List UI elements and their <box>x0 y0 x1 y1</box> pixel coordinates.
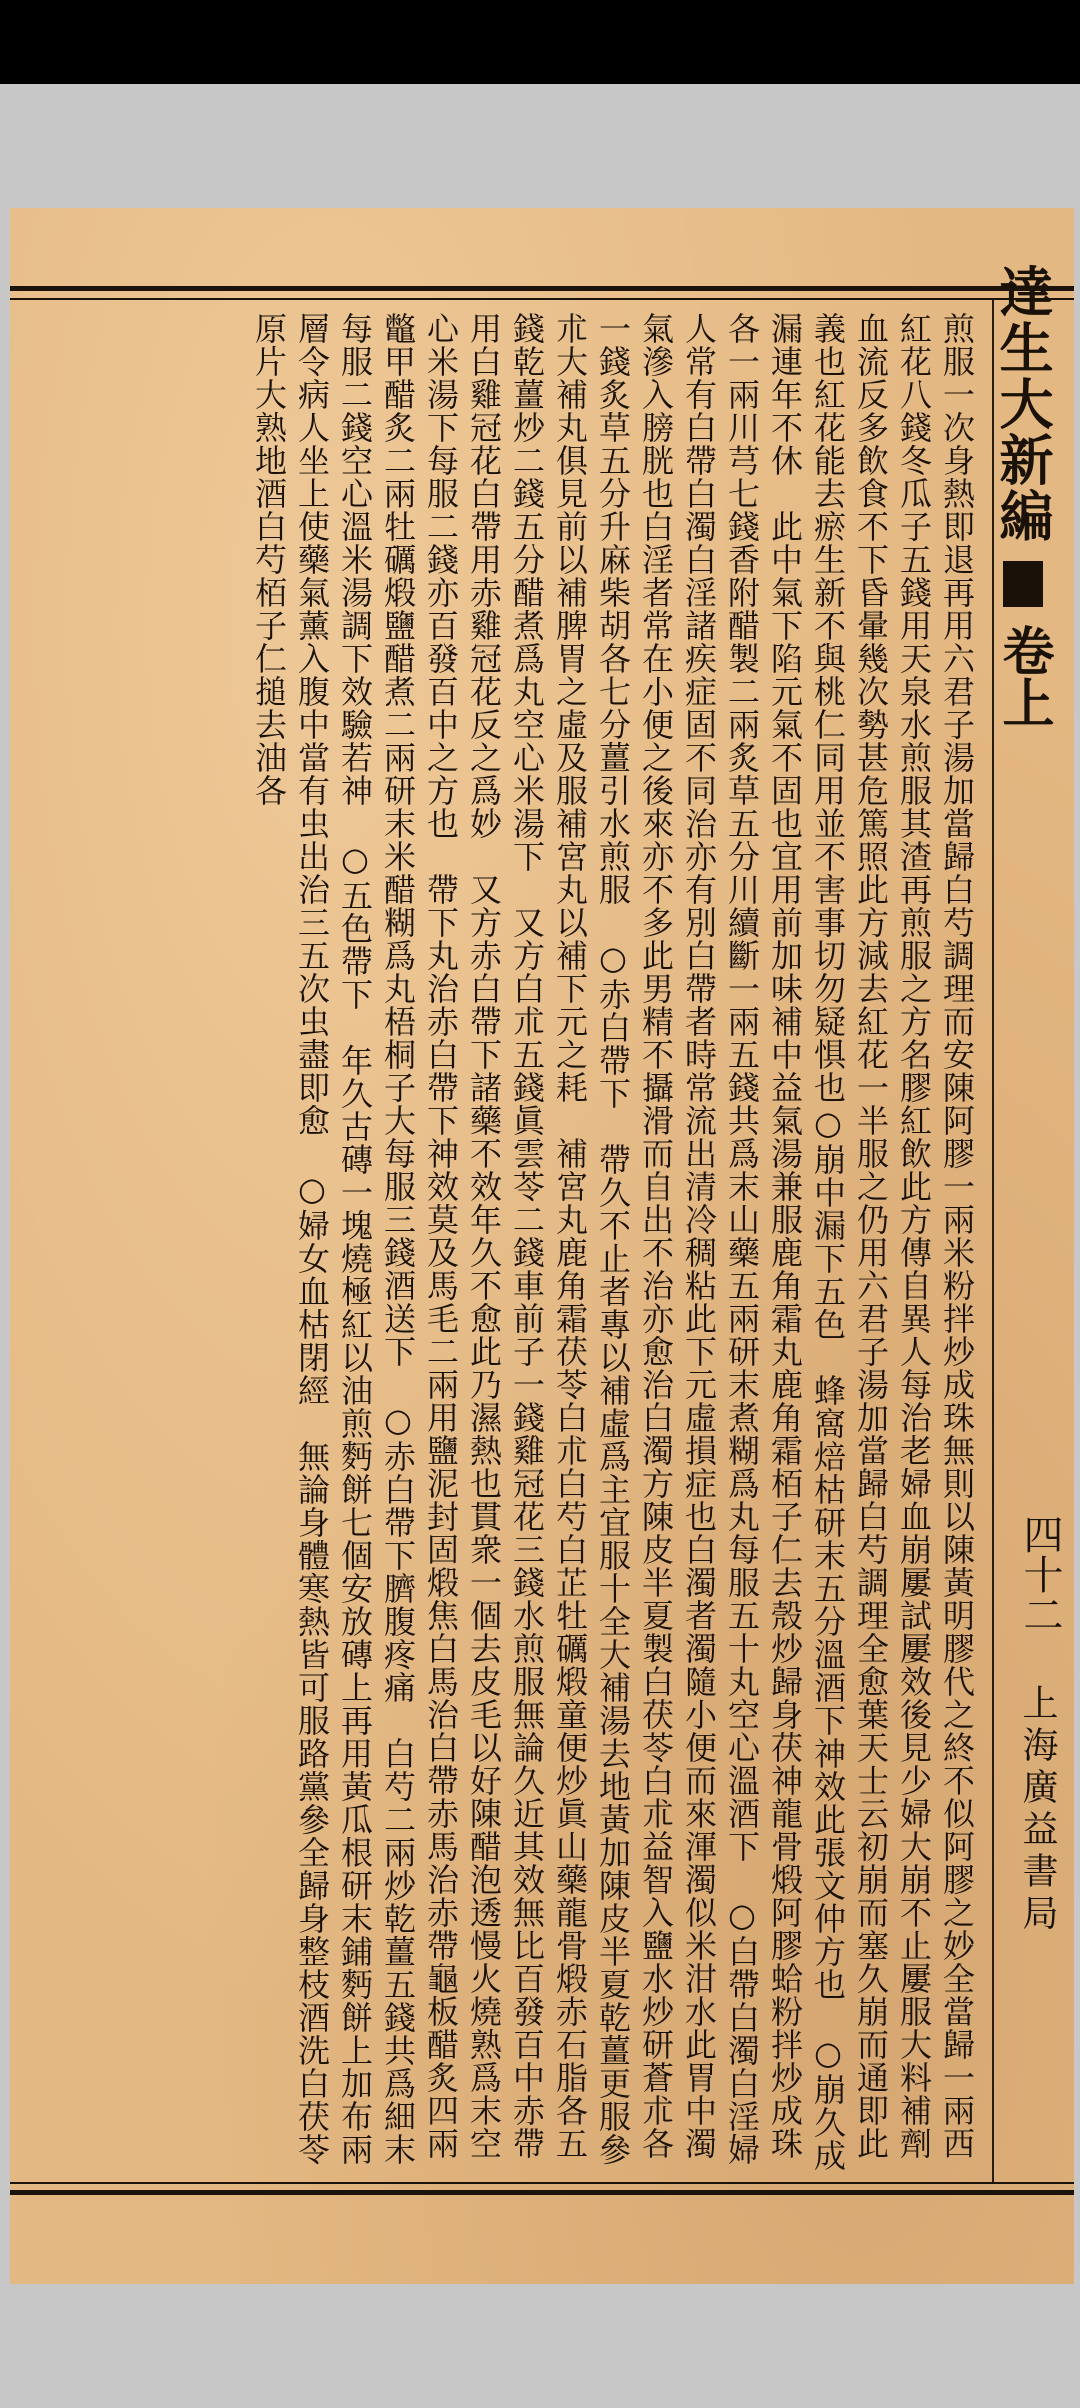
bottom-border-thick <box>10 2190 1074 2195</box>
publisher-name: 上海廣益書局 <box>1017 1684 1058 1936</box>
fish-tail-mark-icon <box>1003 561 1043 607</box>
page-body-text <box>18 312 978 2174</box>
book-title: 達生大新編 <box>991 264 1055 544</box>
body-paragraph: 煎服一次身熱即退再用六君子湯加當歸白芍調理而安陳阿膠一兩米粉拌炒成珠無則以陳黃明膠代之終不似阿膠之妙全當歸一兩西紅花八錢冬瓜子五錢用天泉水煎服其渣再煎服之方名膠紅飲此方傳自異人每治老婦血崩屢試屢效後見少婦大崩不止屢服大料補劑血流反多飲食不下昏暈幾次勢甚危篤照此方減去紅花一半服之仍用六君子湯加當歸白芍調理全愈葉天士云初崩而塞久崩而通即此義也紅花能去瘀生新不與桃仁同用並不害事切勿疑惧也○崩中漏下五色 蜂窩焙枯研末五分溫酒下神效此張文仲方也 ○崩久成漏連年不休 此中氣下陷元氣不固也宜用前加味補中益氣湯兼服鹿角霜丸鹿角霜栢子仁去殼炒歸身茯神龍骨煅阿膠蛤粉拌炒成珠各一兩川芎七錢香附醋製二兩炙草五分川續斷一兩五錢共爲末山藥五兩研末煮糊爲丸每服五十丸空心溫酒下 ○白帶白濁白淫婦人常有白帶白濁白淫諸疾症固不同治亦有別白帶者時常流出清冷稠粘此下元虛損症也白濁者濁隨小便而來渾濁似米泔水此胃中濁氣滲入膀胱也白淫者常在小便之後來亦不多此男精不攝滑而自出不治亦愈治白濁方陳皮半夏製白茯苓白朮益智入鹽水炒研蒼朮各一錢炙草五分升麻柴胡各七分薑引水煎服 ○赤白帶下 帶久不止者專以補虛爲主宜服十全大補湯去地黃加陳皮半夏乾薑更服參朮大補丸俱見前以補脾胃之虛及服補宮丸以補下元之耗 補宮丸鹿角霜茯苓白朮白芍白芷牡礪煅童便炒眞山藥龍骨煅赤石脂各五錢乾薑炒二錢五分醋煮爲丸空心米湯下 又方白朮五錢眞雲苓二錢車前子一錢雞冠花三錢水煎服無論久近其效無比百發百中赤帶用白雞冠花白帶用赤雞冠花反之爲妙 又方赤白帶下諸藥不效年久不愈此乃濕熱也貫衆一個去皮毛以好陳醋泡透慢火燒熟爲末空心米湯下每服二錢亦百發百中之方也 帶下丸治赤白帶下神效莫及馬毛二兩用鹽泥封固煅焦白馬治白帶赤馬治赤帶龜板醋炙四兩鼈甲醋炙二兩牡礪煅鹽醋煮二兩研末米醋糊爲丸梧桐子大每服三錢酒送下 ○赤白帶下臍腹疼痛 白芍二兩炒乾薑五錢共爲細末每服二錢空心溫米湯調下效驗若神 ○五色帶下 年久古磚一塊燒極紅以油煎麪餅七個安放磚上再用黃瓜根研末鋪麪餅上加布兩層令病人坐上使藥氣薰入腹中當有虫出治三五次虫盡即愈 ○婦女血枯閉經 無論身體寒熱皆可服路黨參全歸身整枝酒洗白茯苓原片大熟地酒白芍栢子仁搥去油各 <box>250 312 976 2172</box>
page-number: 四十二 <box>1017 1514 1063 1634</box>
page-banner <box>991 264 1063 2164</box>
bottom-border-thin <box>10 2182 1074 2184</box>
book-page <box>10 208 1074 2284</box>
top-border-thin <box>10 298 1074 300</box>
volume-label: 卷上 <box>993 624 1054 729</box>
top-status-bar <box>0 0 1080 84</box>
top-border-thick <box>10 286 1074 291</box>
